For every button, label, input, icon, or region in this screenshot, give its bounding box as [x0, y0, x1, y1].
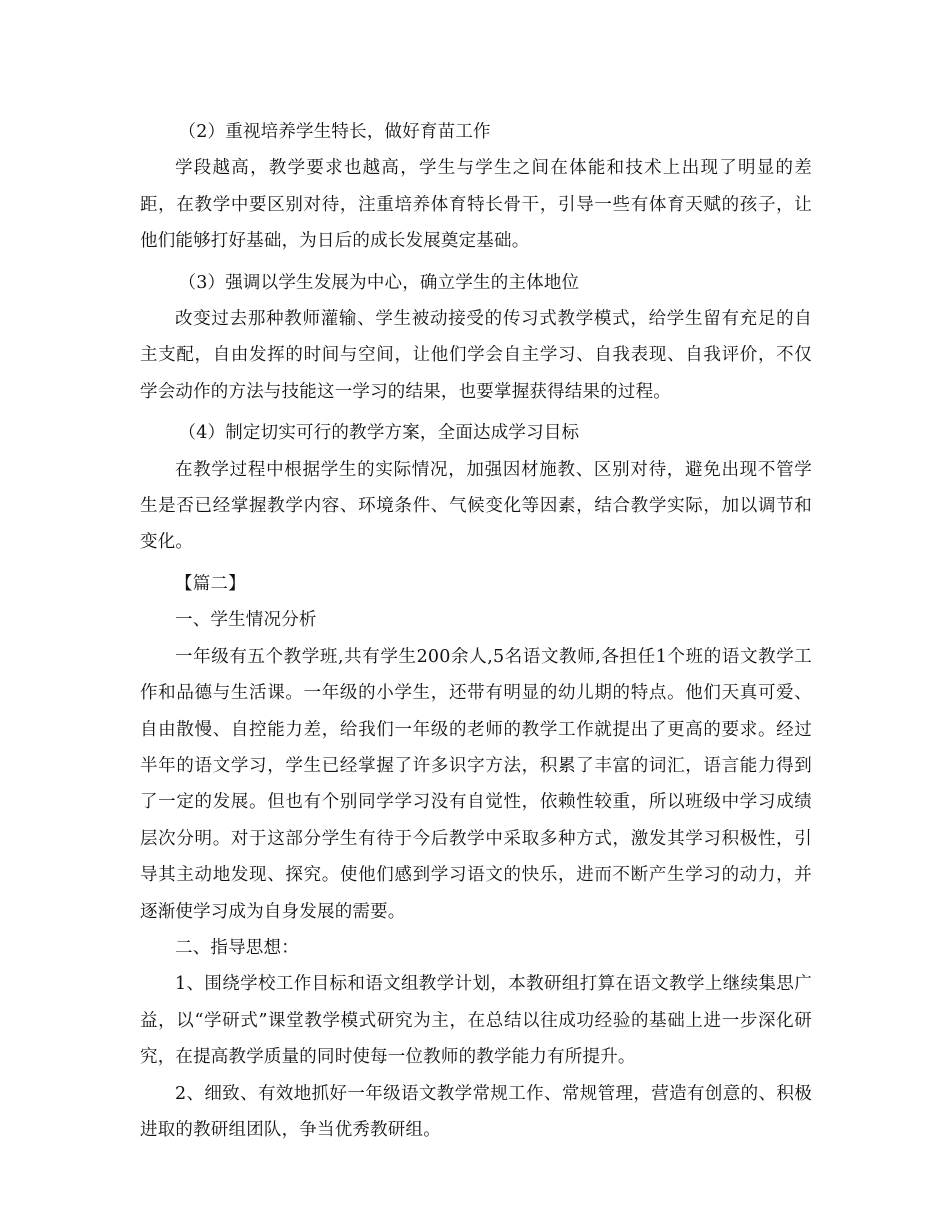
section-body-2: 学段越高，教学要求也越高，学生与学生之间在体能和技术上出现了明显的差距，在教学中要区别对待，注重培养体育特长骨干，引导一些有体育天赋的孩子，让他们能够打好基础，为日后的成长发展奠定基础。 — [140, 158, 812, 252]
guide-item-2: 2、细致、有效地抓好一年级语文教学常规工作、常规管理，营造有创意的、积极进取的教研组团队，争当优秀教研组。 — [140, 1083, 812, 1140]
analysis-body: 一年级有五个教学班,共有学生200余人,5名语文教师,各担任1个班的语文教学工作和品德与生活课。一年级的小学生，还带有明显的幼儿期的特点。他们天真可爱、自由散慢、自控能力差，给我们一年级的老师的教学工作就提出了更高的要求。经过半年的语文学习，学生已经掌握了许多识字方法，积累了丰富的词汇，语言能力得到了一定的发展。但也有个别同学学习没有自觉性，依赖性较重，所以班级中学习成绩层次分明。对于这部分学生有待于今后教学中采取多种方式，激发其学习积极性，引导其主动地发现、探究。使他们感到学习语文的快乐，进而不断产生学习的动力，并逐渐使学习成为自身发展的需要。 — [140, 646, 812, 922]
section-heading-3: （3）强调以学生发展为中心，确立学生的主体地位 — [178, 272, 580, 293]
guide-item-1: 1、围绕学校工作目标和语文组教学计划，本教研组打算在语文教学上继续集思广益，以“学研式”课堂教学模式研究为主，在总结以往成功经验的基础上进一步深化研究，在提高教学质量的同时使每一位教师的教学能力有所提升。 — [140, 974, 812, 1068]
section-heading-4: （4）制定切实可行的教学方案，全面达成学习目标 — [178, 423, 580, 444]
section-heading-2: （2）重视培养学生特长，做好育苗工作 — [178, 122, 491, 142]
section-body-4: 在教学过程中根据学生的实际情况，加强因材施教、区别对待，避免出现不管学生是否已经掌握教学内容、环境条件、气候变化等因素，结合教学实际，加以调节和变化。 — [140, 459, 812, 553]
part-title: 【篇二】 — [175, 573, 246, 594]
guide-heading: 二、指导思想： — [175, 937, 299, 958]
analysis-heading: 一、学生情况分析 — [175, 610, 317, 631]
section-body-3: 改变过去那种教师灌输、学生被动接受的传习式教学模式，给学生留有充足的自主支配，自由发挥的时间与空间，让他们学会自主学习、自我表现、自我评价，不仅学会动作的方法与技能这一学习的结果，也要掌握获得结果的过程。 — [140, 309, 812, 402]
